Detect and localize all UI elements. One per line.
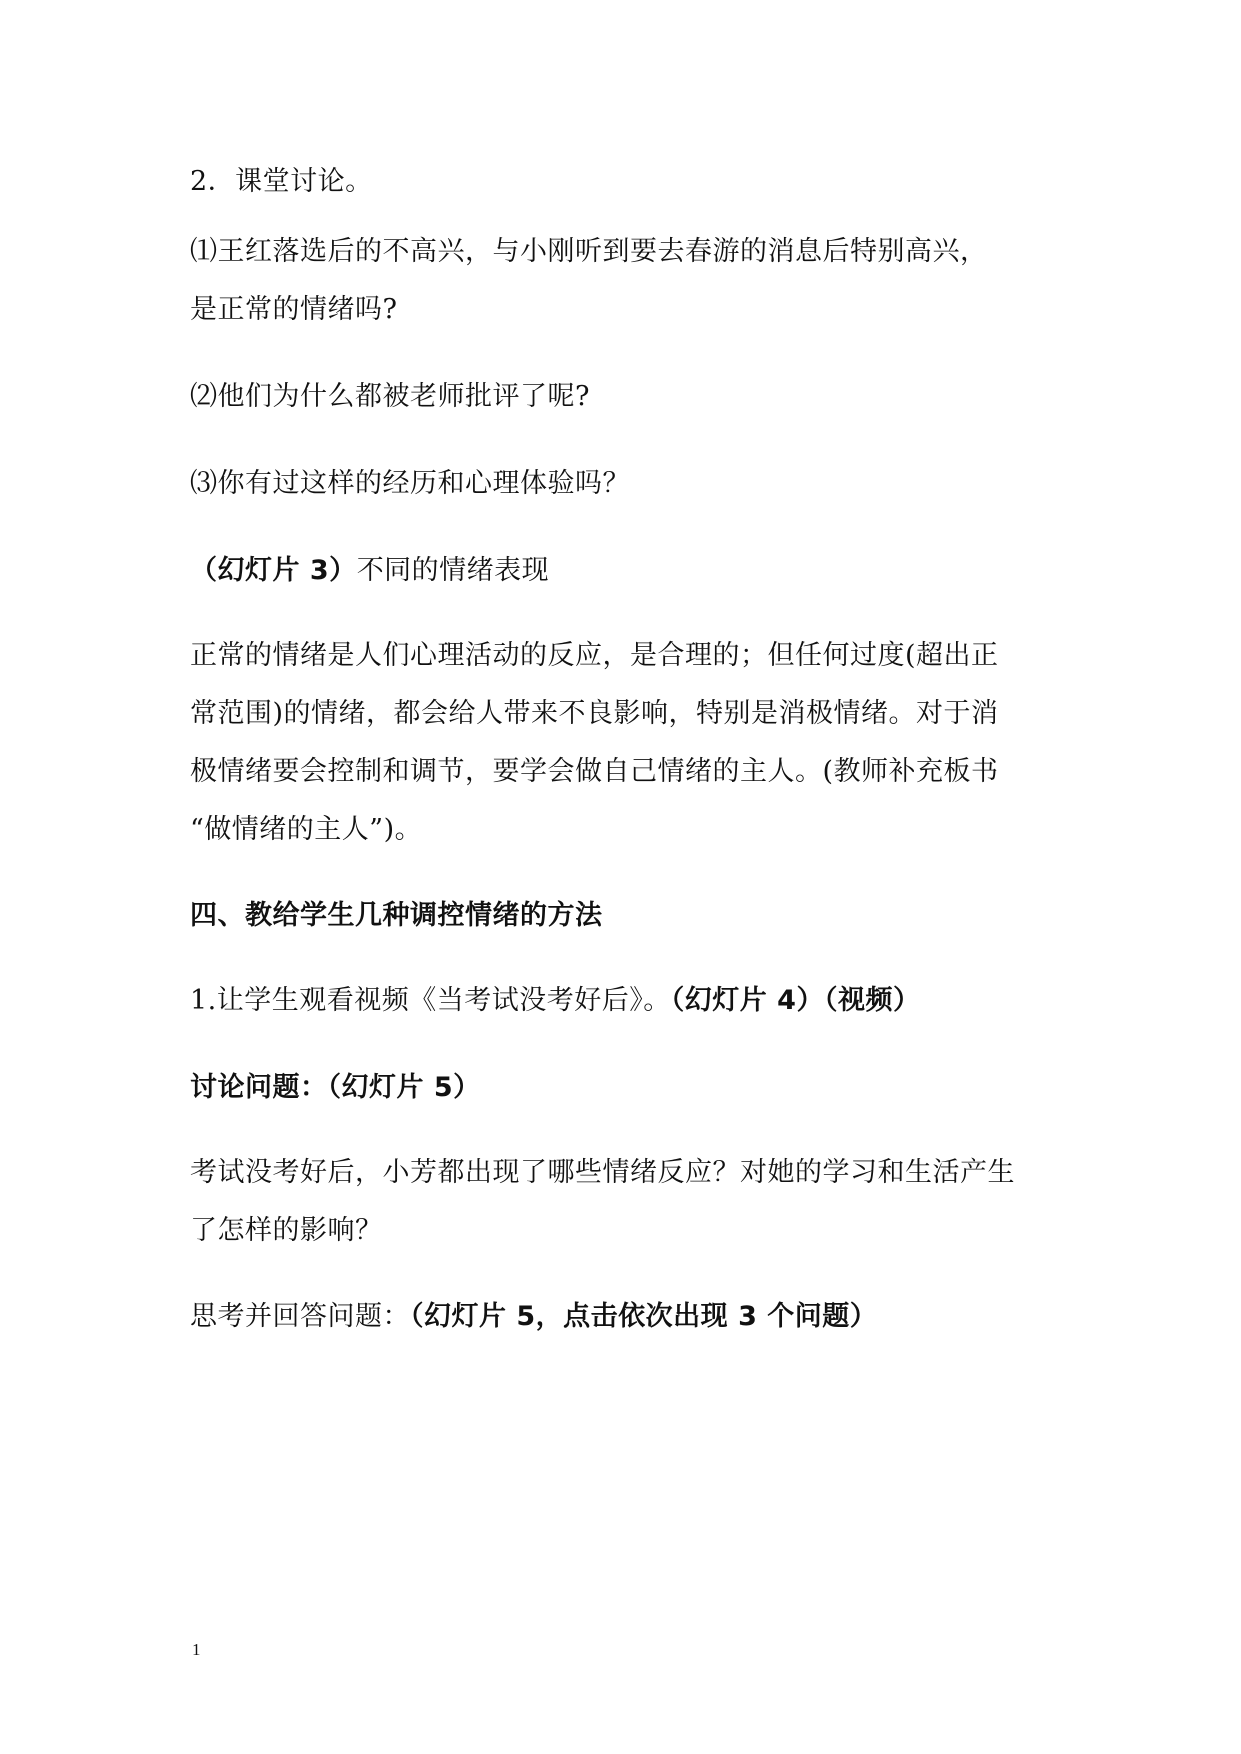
question-1-line-2: 是正常的情绪吗? bbox=[190, 294, 398, 325]
paragraph-line-1: 正常的情绪是人们心理活动的反应，是合理的；但任何过度(超出正 bbox=[190, 640, 999, 671]
paragraph-line-2: 常范围)的情绪，都会给人带来不良影响，特别是消极情绪。对于消 bbox=[190, 698, 999, 729]
slide-3-text: 不同的情绪表现 bbox=[356, 555, 550, 586]
think-text: 思考并回答问题： bbox=[190, 1301, 410, 1332]
section-4-heading: 四、教给学生几种调控情绪的方法 bbox=[190, 900, 603, 931]
discussion-line-1: 考试没考好后，小芳都出现了哪些情绪反应？对她的学习和生活产生 bbox=[190, 1157, 1015, 1188]
question-2: ⑵他们为什么都被老师批评了呢? bbox=[190, 381, 590, 412]
slide-3-line bbox=[190, 553, 549, 589]
discussion-line-2: 了怎样的影响？ bbox=[190, 1215, 383, 1246]
item-1-line bbox=[190, 983, 920, 1019]
think-slide-label: （幻灯片 5，点击依次出现 3 个问题） bbox=[410, 1301, 878, 1332]
item-1-text: 1.让学生观看视频《当考试没考好后》。 bbox=[190, 985, 671, 1016]
paragraph-line-3: 极情绪要会控制和调节，要学会做自己情绪的主人。(教师补充板书 bbox=[190, 756, 999, 787]
question-3: ⑶你有过这样的经历和心理体验吗？ bbox=[190, 468, 630, 499]
question-1-line-1: ⑴王红落选后的不高兴，与小刚听到要去春游的消息后特别高兴， bbox=[190, 236, 988, 267]
page-number: 1 bbox=[192, 1640, 201, 1659]
think-line bbox=[190, 1299, 877, 1335]
item-2-title: 2．课堂讨论。 bbox=[190, 166, 373, 197]
slide-3-label: （幻灯片 3） bbox=[190, 555, 357, 586]
discussion-heading: 讨论问题：（幻灯片 5） bbox=[190, 1072, 481, 1103]
item-1-slide-label: （幻灯片 4）（视频） bbox=[670, 985, 921, 1016]
paragraph-line-4: “做情绪的主人”)。 bbox=[190, 814, 423, 845]
